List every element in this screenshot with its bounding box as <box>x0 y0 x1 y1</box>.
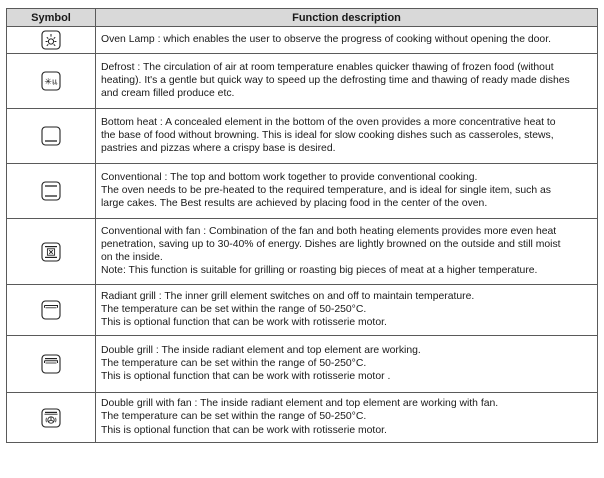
double-grill-fan-icon <box>41 408 61 428</box>
description-line: on the inside. <box>101 252 163 263</box>
table-row <box>7 54 598 109</box>
description-line: Double grill with fan : The inside radiant element and top element are working with fan. <box>101 398 499 410</box>
description-line: penetration, saving up to 30-40% of energy. Dishes are lightly browned on the outside and still moist <box>101 238 561 250</box>
oven-lamp-icon <box>41 30 61 50</box>
description-line: Defrost : The circulation of air at room temperature enables quicker thawing of frozen food (without <box>101 61 554 73</box>
radiant-grill-icon <box>41 300 61 320</box>
description-line: heating). It's a gentle but quick way to speed up the defrosting time and thawing of ready made dishes <box>101 74 570 86</box>
bottom-heat-icon <box>41 126 61 146</box>
header-row <box>7 9 598 27</box>
description-line: pastries and pizzas where a crispy base is desired. <box>101 143 336 155</box>
description-line: Radiant grill : The inner grill element switches on and off to maintain temperature. <box>101 290 475 302</box>
description-line: The temperature can be set within the range of 50-250°C. <box>101 411 367 423</box>
description-header: Function description <box>96 9 598 27</box>
description-line: Bottom heat : A concealed element in the bottom of the oven provides a more concentrative heat to <box>101 116 556 128</box>
table-row <box>7 109 598 164</box>
double-grill-icon <box>41 354 61 374</box>
table-row <box>7 164 598 219</box>
defrost-icon <box>41 71 61 91</box>
function-table <box>6 8 598 443</box>
description-line: large cakes. The Best results are achieved by placing food in the center of the oven. <box>101 198 488 210</box>
table-row <box>7 393 598 443</box>
conventional-icon <box>41 181 61 201</box>
description-line: Double grill : The inside radiant element and top element are working. <box>101 344 421 356</box>
description-line: Note: This function is suitable for grilling or roasting big pieces of meat at a higher temperature. <box>101 265 538 277</box>
conventional-fan-icon <box>41 242 61 262</box>
description-line: and cream filled produce etc. <box>101 88 235 100</box>
table-row <box>7 219 598 285</box>
description-line: This is optional function that can be work with rotisserie motor. <box>101 317 387 329</box>
table-row <box>7 285 598 336</box>
description-line: The temperature can be set within the range of 50-250°C. <box>101 303 367 315</box>
symbol-header: Symbol <box>7 9 96 27</box>
description-line: the base of food without browning. This is ideal for slow cooking dishes such as casseroles, stews, <box>101 129 554 141</box>
description-line: The oven needs to be pre-heated to the required temperature, and is ideal for single item, such as <box>101 184 551 196</box>
description-line: Conventional : The top and bottom work together to provide conventional cooking. <box>101 171 478 183</box>
table-row <box>7 27 598 54</box>
description-line: This is optional function that can be work with rotisserie motor . <box>101 371 391 383</box>
description-line: Oven Lamp : which enables the user to observe the progress of cooking without opening the door. <box>101 33 551 45</box>
description-line: The temperature can be set within the range of 50-250°C. <box>101 357 367 369</box>
description-line: Conventional with fan : Combination of the fan and both heating elements provides more even heat <box>101 225 557 237</box>
description-line: This is optional function that can be work with rotisserie motor. <box>101 424 387 436</box>
defrost-glyph: ✳แ <box>44 77 58 88</box>
table-row <box>7 336 598 393</box>
